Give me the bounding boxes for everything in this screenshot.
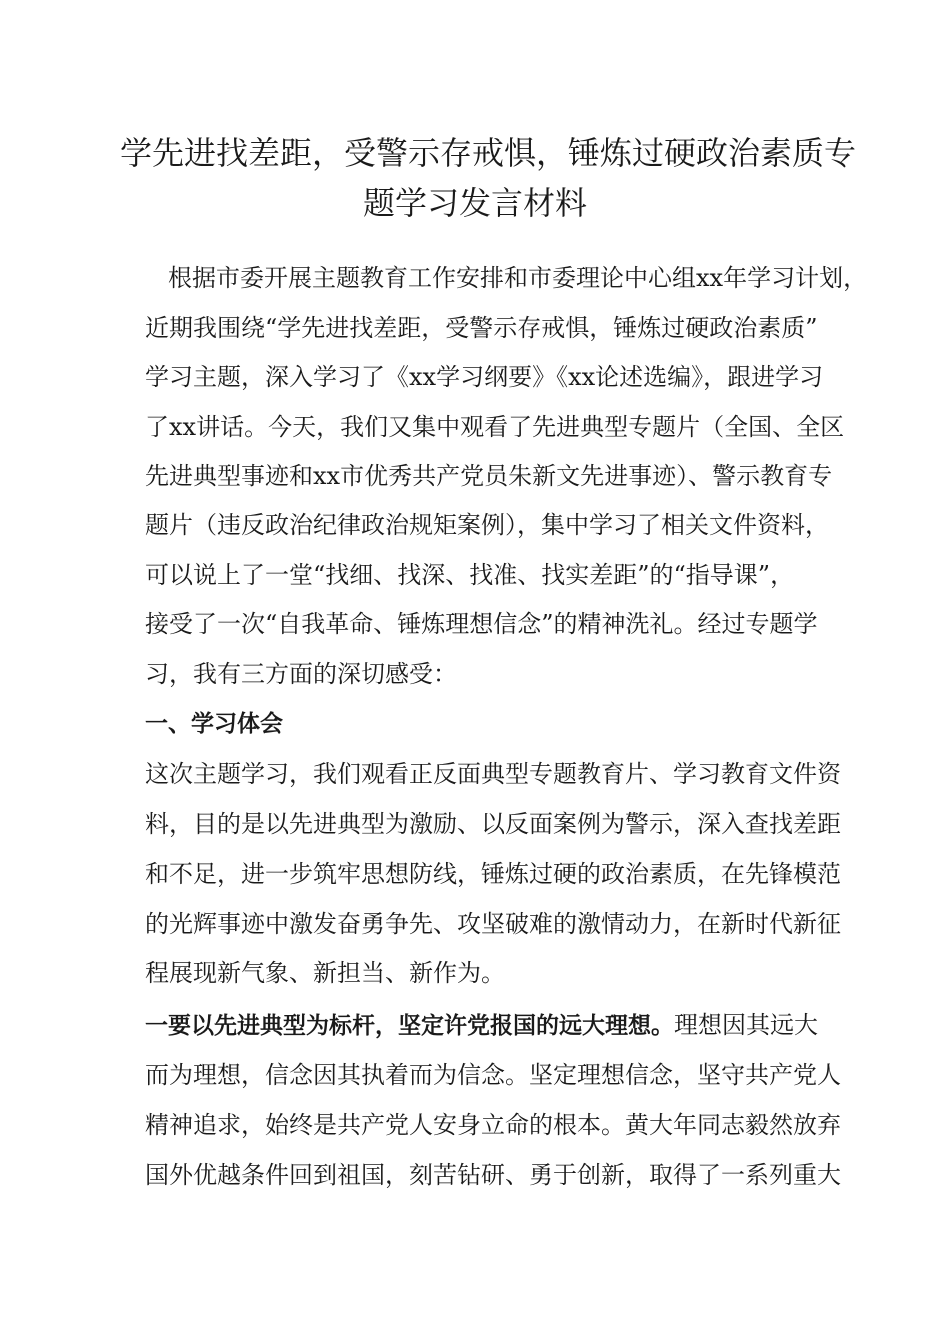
intro-line: 习，我有三方面的深切感受： — [145, 660, 457, 688]
point1-line: 精神追求，始终是共产党人安身立命的根本。黄大年同志毅然放弃 — [145, 1111, 841, 1139]
intro-line: 题片（违反政治纪律政治规矩案例），集中学习了相关文件资料， — [145, 511, 829, 539]
section1-line: 的光辉事迹中激发奋勇争先、攻坚破难的激情动力，在新时代新征 — [145, 910, 841, 938]
point1-bold-lead: 一要以先进典型为标杆，坚定许党报国的远大理想。 — [145, 1013, 674, 1039]
intro-line: 了xx讲话。今天，我们又集中观看了先进典型专题片（全国、全区 — [145, 413, 845, 441]
point1-line: 国外优越条件回到祖国，刻苦钻研、勇于创新，取得了一系列重大 — [145, 1161, 841, 1189]
section1-line: 这次主题学习，我们观看正反面典型专题教育片、学习教育文件资 — [145, 760, 841, 788]
section1-line: 程展现新气象、新担当、新作为。 — [145, 959, 505, 987]
intro-line: 先进典型事迹和xx市优秀共产党员朱新文先进事迹）、警示教育专 — [145, 462, 833, 490]
section1-line: 料，目的是以先进典型为激励、以反面案例为警示，深入查找差距 — [145, 810, 841, 838]
point1-line: 而为理想，信念因其执着而为信念。坚定理想信念，坚守共产党人 — [145, 1061, 841, 1089]
intro-line: 学习主题，深入学习了《xx学习纲要》《xx论述选编》，跟进学习 — [145, 363, 824, 391]
point1-lead-rest: 理想因其远大 — [674, 1011, 818, 1039]
intro-line: 接受了一次“自我革命、锤炼理想信念”的精神洗礼。经过专题学 — [145, 610, 818, 638]
point1-first-line — [145, 1008, 818, 1043]
document-title-line-2: 题学习发言材料 — [362, 184, 587, 222]
intro-line: 根据市委开展主题教育工作安排和市委理论中心组xx年学习计划， — [168, 264, 868, 292]
intro-line: 可以说上了一堂“找细、找深、找准、找实差距”的“指导课”， — [145, 561, 795, 589]
intro-line: 近期我围绕“学先进找差距，受警示存戒惧，锤炼过硬政治素质” — [145, 314, 818, 342]
section-heading: 一、学习体会 — [145, 711, 283, 737]
document-title-line-1: 学先进找差距，受警示存戒惧，锤炼过硬政治素质专 — [120, 134, 857, 172]
section1-line: 和不足，进一步筑牢思想防线，锤炼过硬的政治素质，在先锋模范 — [145, 860, 841, 888]
